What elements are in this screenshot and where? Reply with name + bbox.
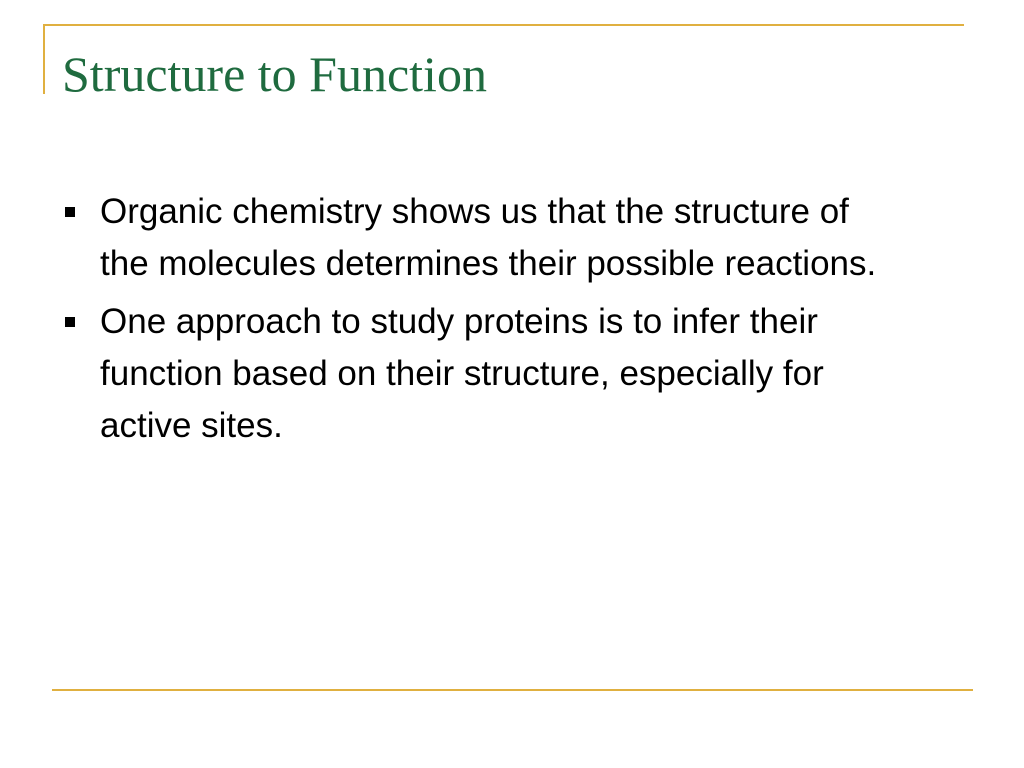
slide-title: Structure to Function [62, 46, 487, 102]
title-frame-left-rule [43, 24, 45, 94]
bullet-text: Organic chemistry shows us that the structure of the molecules determines their possible reactions. [100, 192, 877, 283]
footer-rule [52, 689, 973, 691]
bullet-item [62, 296, 942, 452]
bullet-list [62, 186, 942, 458]
square-bullet-icon [65, 317, 75, 327]
bullet-text: One approach to study proteins is to infer their function based on their structure, especially for active sites. [100, 302, 824, 445]
square-bullet-icon [65, 207, 75, 217]
title-frame-top-rule [43, 24, 964, 26]
bullet-item [62, 186, 942, 290]
